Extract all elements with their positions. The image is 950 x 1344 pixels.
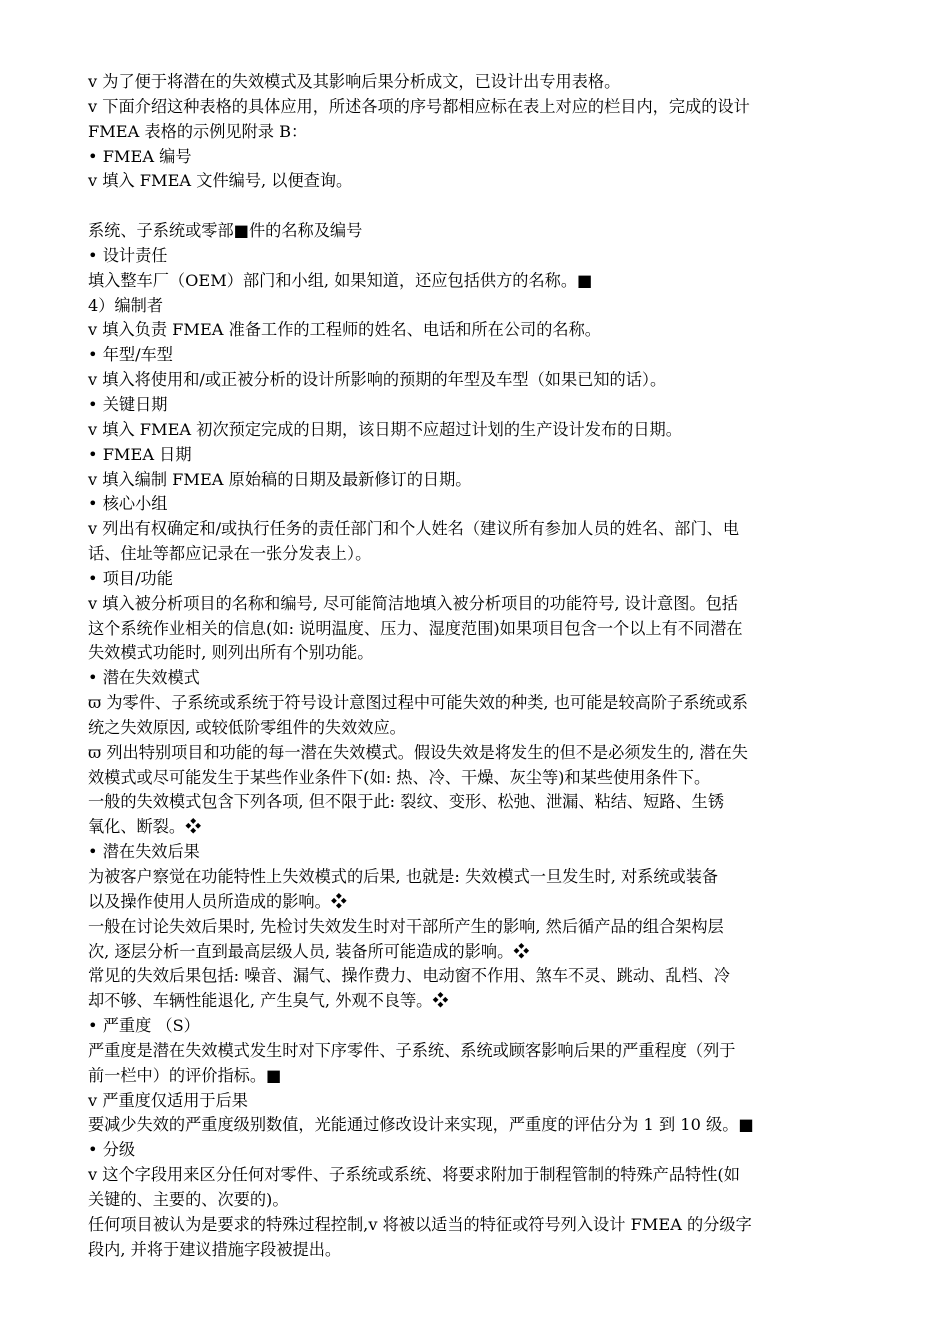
text-line: v 填入 FMEA 文件编号, 以便查询。 [88, 171, 353, 191]
text-line: • 潜在失效后果 [88, 842, 200, 862]
text-line: ϖ 为零件、子系统或系统于符号设计意图过程中可能失效的种类, 也可能是较高阶子系统或系 [88, 693, 748, 713]
text-line: 严重度是潜在失效模式发生时对下序零件、子系统、系统或顾客影响后果的严重程度（列于 [88, 1040, 736, 1060]
text-line: • FMEA 日期 [88, 444, 192, 464]
text-line: v 这个字段用来区分任何对零件、子系统或系统、将要求附加于制程管制的特殊产品特性(如 [88, 1165, 740, 1185]
text-line: 要减少失效的严重度级别数值，光能通过修改设计来实现，严重度的评估分为 1 到 10 级。■ [88, 1115, 754, 1135]
text-line: • 核心小组 [88, 494, 168, 514]
text-line: 效模式或尽可能发生于某些作业条件下(如: 热、冷、干燥、灰尘等)和某些使用条件下。 [88, 767, 711, 787]
text-line: v 严重度仅适用于后果 [88, 1090, 248, 1110]
text-line: 失效模式功能时, 则列出所有个别功能。 [88, 643, 374, 663]
text-line: • 设计责任 [88, 245, 168, 265]
text-line: 前一栏中）的评价指标。■ [88, 1065, 282, 1085]
text-line: 系统、子系统或零部■件的名称及编号 [88, 221, 363, 241]
text-line: 填入整车厂（OEM）部门和小组, 如果知道，还应包括供方的名称。■ [88, 270, 593, 290]
text-line: v 下面介绍这种表格的具体应用，所述各项的序号都相应标在表上对应的栏目内，完成的设计 [88, 96, 750, 116]
text-line: • 严重度 （S） [88, 1016, 200, 1036]
text-line: 氧化、断裂。❖ [88, 817, 202, 837]
text-line: 为被客户察觉在功能特性上失效模式的后果, 也就是: 失效模式一旦发生时, 对系统或装备 [88, 867, 719, 886]
text-line: 常见的失效后果包括: 噪音、漏气、操作费力、电动窗不作用、煞车不灵、跳动、乱档、冷 [88, 966, 730, 986]
text-line: 这个系统作业相关的信息(如: 说明温度、压力、湿度范围)如果项目包含一个以上有不同潜在 [88, 618, 743, 638]
text-line: 以及操作使用人员所造成的影响。❖ [88, 891, 347, 911]
text-line: • 分级 [88, 1140, 136, 1160]
text-line: v 填入编制 FMEA 原始稿的日期及最新修订的日期。 [88, 469, 472, 489]
text-line: • 关键日期 [88, 394, 168, 414]
text-line: • 潜在失效模式 [88, 668, 200, 688]
text-line: 次, 逐层分析一直到最高层级人员, 装备所可能造成的影响。❖ [88, 941, 530, 961]
text-line: 话、住址等都应记录在一张分发表上）。 [88, 544, 372, 564]
text-line: • 年型/车型 [88, 345, 173, 365]
text-line: v 填入 FMEA 初次预定完成的日期，该日期不应超过计划的生产设计发布的日期。 [88, 419, 682, 439]
text-line: v 填入将使用和/或正被分析的设计所影响的预期的年型及车型（如果已知的话）。 [88, 370, 667, 390]
text-line: 段内, 并将于建议措施字段被提出。 [88, 1239, 342, 1259]
text-line: v 列出有权确定和/或执行任务的责任部门和个人姓名（建议所有参加人员的姓名、部门、电 [88, 519, 740, 539]
text-line: ϖ 列出特别项目和功能的每一潜在失效模式。假设失效是将发生的但不是必须发生的, 潜在失 [88, 742, 748, 762]
text-line: FMEA 表格的示例见附录 B： [88, 121, 308, 141]
text-line: • FMEA 编号 [88, 146, 192, 166]
text-line: v 填入被分析项目的名称和编号, 尽可能简洁地填入被分析项目的功能符号, 设计意图。包括 [88, 593, 738, 613]
text-line: v 填入负责 FMEA 准备工作的工程师的姓名、电话和所在公司的名称。 [88, 320, 601, 340]
text-line: 任何项目被认为是要求的特殊过程控制,v 将被以适当的特征或符号列入设计 FMEA 的分级字 [88, 1214, 752, 1234]
text-line: 一般在讨论失效后果时, 先检讨失效发生时对干部所产生的影响, 然后循产品的组合架构层 [88, 916, 724, 936]
text-line: 一般的失效模式包含下列各项, 但不限于此: 裂纹、变形、松弛、泄漏、粘结、短路、生锈 [88, 792, 725, 812]
text-line: • 项目/功能 [88, 568, 173, 588]
blank-line [88, 194, 890, 219]
text-line: 却不够、车辆性能退化, 产生臭气, 外观不良等。❖ [88, 991, 449, 1011]
text-line: v 为了便于将潜在的失效模式及其影响后果分析成文，已设计出专用表格。 [88, 72, 621, 91]
text-line: 4）编制者 [88, 295, 164, 315]
text-line: 统之失效原因, 或较低阶零组件的失效效应。 [88, 717, 406, 737]
text-line: 关键的、主要的、次要的)。 [88, 1189, 289, 1209]
